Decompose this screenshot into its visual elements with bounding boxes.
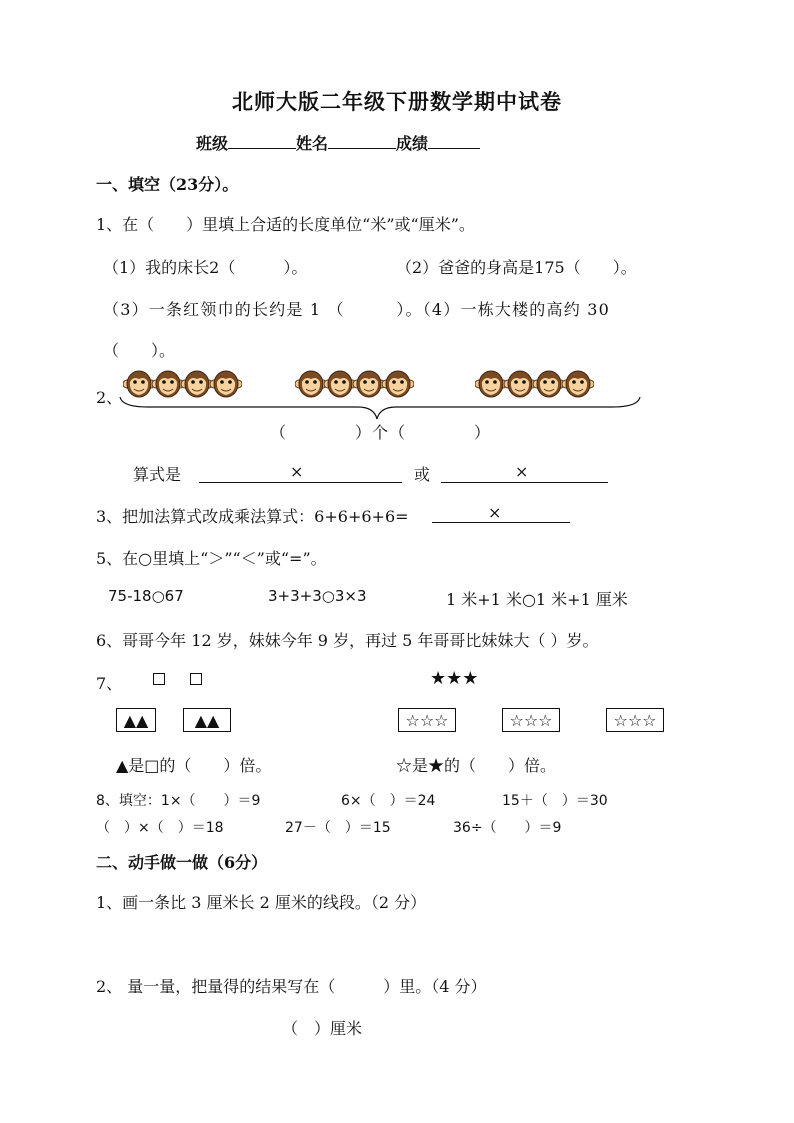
q6-text: 6、哥哥今年 12 岁，妹妹今年 9 岁，再过 5 年哥哥比妹妹大（ ）岁。 — [96, 631, 599, 650]
triangle-box-2: ▲▲ — [183, 708, 231, 732]
score-label: 成绩 — [396, 134, 429, 153]
q2-2-text: 2、 量一量，把量得的结果写在（ ）里。（4 分） — [96, 977, 487, 996]
q2-2-answer: （ ）厘米 — [282, 1019, 363, 1038]
q2-formula-label: 算式是 — [133, 465, 182, 484]
q1-part2: （2）爸爸的身高是175（ ）。 — [396, 258, 637, 277]
star-box-3: ☆☆☆ — [606, 708, 664, 732]
q3-times-sign: × — [488, 503, 502, 522]
class-blank — [228, 131, 296, 149]
q8-line2-b: 27－（ ）＝15 — [285, 820, 391, 836]
square-1 — [153, 673, 165, 685]
times-sign-2: × — [515, 462, 529, 481]
q7-left-question: ▲是□的（ ）倍。 — [116, 756, 272, 775]
q2-answer-blanks: （ ）个（ ） — [270, 423, 492, 442]
q7-right-question: ☆是★的（ ）倍。 — [396, 756, 557, 775]
q2-or: 或 — [414, 465, 431, 484]
formula-line-1 — [199, 482, 402, 483]
q5-item-a: 75-18○67 — [108, 587, 184, 605]
q1-part1: （1）我的床长2（ ）。 — [103, 258, 308, 277]
student-info — [196, 131, 480, 154]
q5-item-b: 3+3+3○3×3 — [268, 587, 367, 605]
times-sign-1: × — [290, 462, 304, 481]
class-label: 班级 — [196, 134, 229, 153]
page-title: 北师大版二年级下册数学期中试卷 — [232, 89, 562, 114]
q8-line1-b: 6×（ ）＝24 — [341, 793, 436, 809]
q8-line2-c: 36÷（ ）＝9 — [453, 820, 562, 836]
name-label: 姓名 — [296, 134, 329, 153]
stars-row: ★★★ — [430, 668, 479, 689]
q8-line1-c: 15＋（ ）＝30 — [502, 793, 608, 809]
star-box-1: ☆☆☆ — [398, 708, 456, 732]
q7-number: 7、 — [96, 674, 123, 693]
q3-answer-line — [432, 522, 570, 523]
brace — [118, 393, 642, 423]
q5-stem: 5、在○里填上“＞”“＜”或“=”。 — [96, 549, 327, 568]
q2-1-text: 1、画一条比 3 厘米长 2 厘米的线段。（2 分） — [96, 893, 427, 912]
q1-part3-cont: （ ）。 — [103, 341, 176, 360]
q3-text: 3、把加法算式改成乘法算式：6+6+6+6= — [96, 507, 409, 526]
section-fill-in: 一、填空（23分）。 — [96, 175, 239, 194]
q8-line2-a: （ ）×（ ）＝18 — [96, 820, 224, 836]
q5-item-c: 1 米+1 米○1 米+1 厘米 — [446, 590, 628, 609]
triangle-box-1: ▲▲ — [116, 708, 156, 732]
star-box-2: ☆☆☆ — [502, 708, 560, 732]
q8-line1-a: 8、填空：1×（ ）＝9 — [96, 793, 261, 809]
square-2 — [190, 673, 202, 685]
section-hands-on: 二、动手做一做（6分） — [96, 853, 268, 872]
q1-stem: 1、在（ ）里填上合适的长度单位“米”或“厘米”。 — [96, 215, 475, 234]
name-blank — [328, 131, 396, 149]
formula-line-2 — [441, 482, 608, 483]
q1-part3: （3）一条红领巾的长约是 1 （ ）。（4）一栋大楼的高约 30 — [103, 300, 610, 319]
score-blank — [428, 131, 480, 149]
q2-number: 2、 — [96, 388, 123, 407]
